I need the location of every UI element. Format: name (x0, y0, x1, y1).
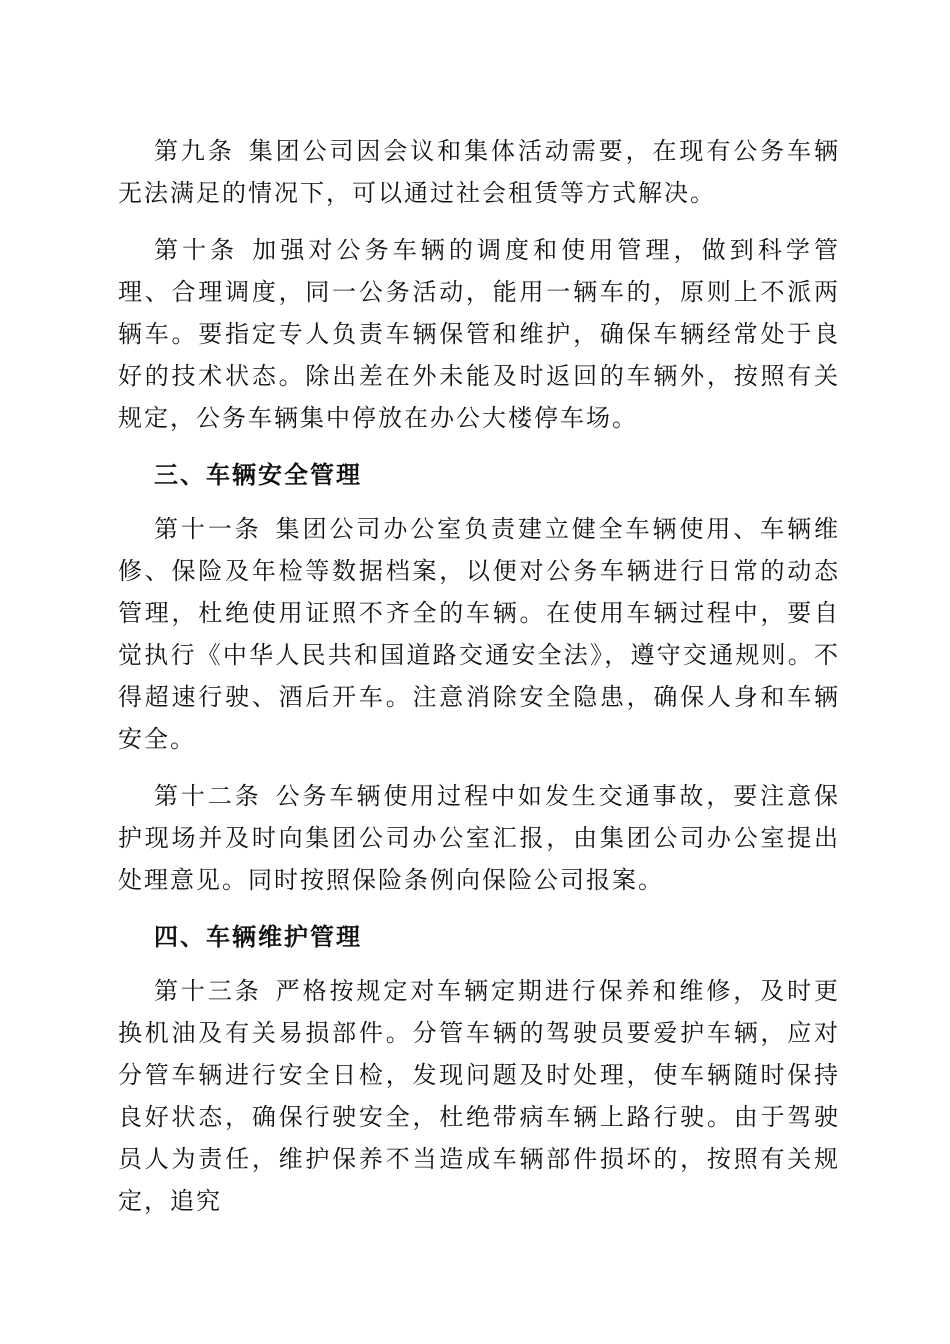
article-label: 第十一条 (154, 515, 262, 543)
article-9 (118, 130, 840, 214)
article-text: 集团公司因会议和集体活动需要，在现有公务车辆无法满足的情况下，可以通过社会租赁等方式解决。 (118, 137, 840, 207)
article-text: 严格按规定对车辆定期进行保养和维修，及时更换机油及有关易损部件。分管车辆的驾驶员要爱护车辆，应对分管车辆进行安全日检，发现问题及时处理，使车辆随时保持良好状态，确保行驶安全，杜绝带病车辆上路行驶。由于驾驶员人为责任，维护保养不当造成车辆部件损坏的，按照有关规定，追究 (118, 977, 841, 1215)
article-text: 集团公司办公室负责建立健全车辆使用、车辆维修、保险及年检等数据档案，以便对公务车辆进行日常的动态管理，杜绝使用证照不齐全的车辆。在使用车辆过程中，要自觉执行《中华人民共和国道路交通安全法》，遵守交通规则。不得超速行驶、酒后开车。注意消除安全隐患，确保人身和车辆安全。 (118, 515, 841, 753)
article-text: 加强对公务车辆的调度和使用管理，做到科学管理、合理调度，同一公务活动，能用一辆车的，原则上不派两辆车。要指定专人负责车辆保管和维护，确保车辆经常处于良好的技术状态。除出差在外未能及时返回的车辆外，按照有关规定，公务车辆集中停放在办公大楼停车场。 (118, 236, 841, 432)
article-label: 第十二条 (154, 782, 262, 810)
section-heading-vehicle-maintenance: 四、车辆维护管理 (154, 923, 362, 951)
article-11 (118, 508, 840, 760)
article-label: 第十三条 (154, 977, 262, 1005)
article-12 (118, 775, 840, 901)
article-10 (118, 229, 840, 439)
article-13 (118, 970, 840, 1222)
section-heading-vehicle-safety: 三、车辆安全管理 (154, 461, 362, 489)
document-body (118, 130, 840, 1237)
article-label: 第九条 (154, 137, 235, 165)
article-text: 公务车辆使用过程中如发生交通事故，要注意保护现场并及时向集团公司办公室汇报，由集团公司办公室提出处理意见。同时按照保险条例向保险公司报案。 (118, 782, 841, 894)
article-label: 第十条 (154, 236, 239, 264)
